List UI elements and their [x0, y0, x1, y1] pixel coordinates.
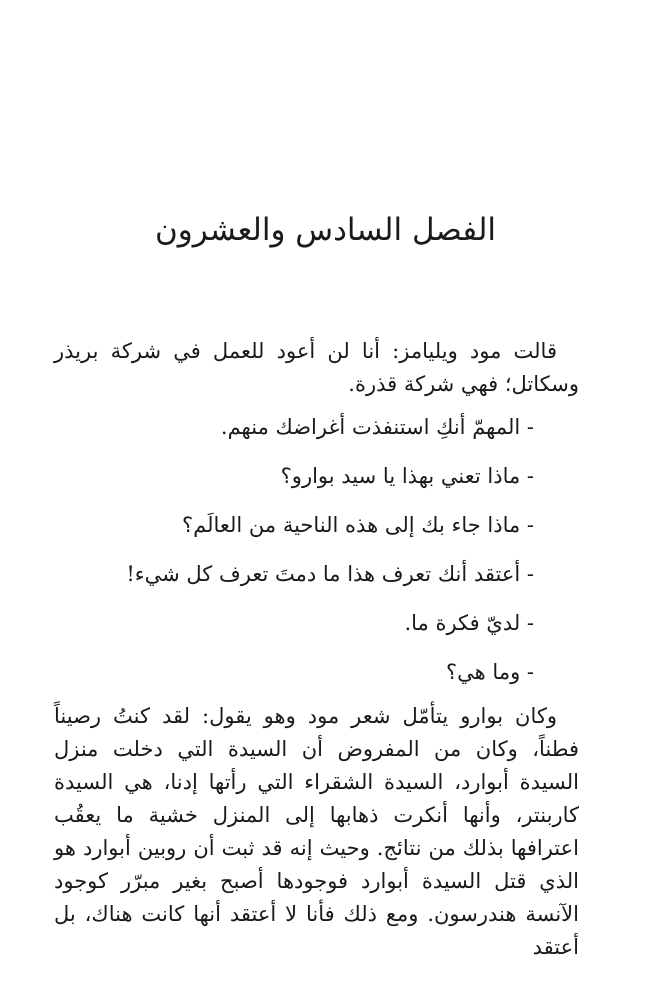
dialogue-list	[54, 403, 579, 697]
opening-paragraph: قالت مود ويليامز: أنا لن أعود للعمل في شركة بريذر وسكاتل؛ فهي شركة قذرة.	[54, 339, 579, 396]
closing-paragraph: وكان بوارو يتأمّل شعر مود وهو يقول: لقد كنتُ رصيناً فطناً، وكان من المفروض أن السيدة التي دخلت منزل السيدة أبوارد، السيدة الشقراء التي رأتها إدنا، هي السيدة كاربنتر، وأنها أنكرت ذهابها إلى المنزل خشية ما يعقُب اعترافها بذلك من نتائج. وحيث إنه قد ثبت أن روبين أبوارد هو الذي قتل السيدة أبوارد فوجودها أصبح بغير مبرّر كوجود الآنسة هندرسون. ومع ذلك فأنا لا أعتقد أنها كانت هناك، بل أعتقد	[54, 704, 579, 959]
chapter-body	[54, 335, 579, 964]
chapter-title: الفصل السادس والعشرون	[154, 212, 497, 248]
dialogue-line: - ماذا جاء بك إلى هذه الناحية من العالَم؟	[181, 513, 534, 537]
dialogue-line: - المهمّ أنكِ استنفذت أغراضك منهم.	[220, 415, 534, 439]
dialogue-line: - أعتقد أنك تعرف هذا ما دمتَ تعرف كل شيء!	[126, 562, 534, 586]
dialogue-line: - وما هي؟	[446, 660, 534, 684]
dialogue-line: - لديّ فكرة ما.	[404, 611, 534, 635]
dialogue-line: - ماذا تعني بهذا يا سيد بوارو؟	[280, 464, 534, 488]
